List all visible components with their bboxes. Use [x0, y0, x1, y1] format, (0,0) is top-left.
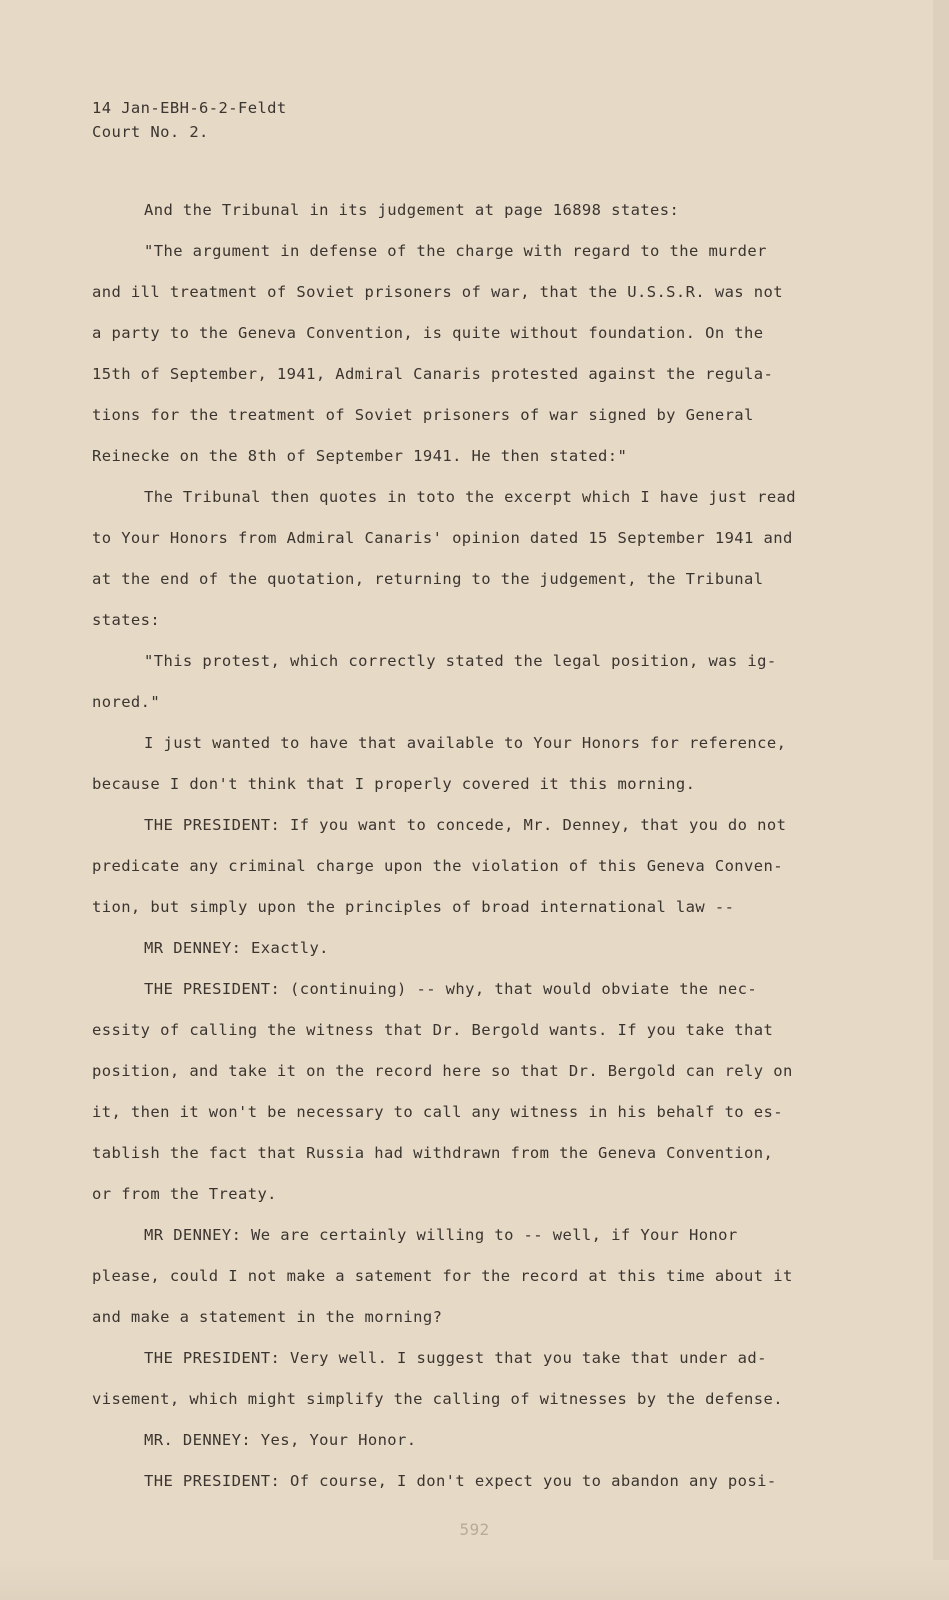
- transcript-line: THE PRESIDENT: Very well. I suggest that you take that under ad-: [144, 1349, 767, 1367]
- page-bottom-shade: [0, 1560, 949, 1600]
- transcript-line: THE PRESIDENT: Of course, I don't expect you to abandon any posi-: [144, 1472, 777, 1490]
- page-number: 592: [459, 1520, 490, 1539]
- transcript-line: tion, but simply upon the principles of broad international law --: [92, 898, 735, 916]
- transcript-line: tablish the fact that Russia had withdrawn from the Geneva Convention,: [92, 1144, 774, 1162]
- header-reference: 14 Jan-EBH-6-2-Feldt: [92, 99, 287, 117]
- transcript-line: THE PRESIDENT: (continuing) -- why, that would obviate the nec-: [144, 980, 758, 998]
- transcript-line: and ill treatment of Soviet prisoners of war, that the U.S.S.R. was not: [92, 283, 783, 301]
- transcript-line: tions for the treatment of Soviet prisoners of war signed by General: [92, 406, 754, 424]
- transcript-line: THE PRESIDENT: If you want to concede, Mr. Denney, that you do not: [144, 816, 787, 834]
- transcript-line: states:: [92, 611, 161, 629]
- transcript-line: please, could I not make a satement for the record at this time about it: [92, 1267, 793, 1285]
- transcript-line: because I don't think that I properly covered it this morning.: [92, 775, 696, 793]
- transcript-line: Reinecke on the 8th of September 1941. He then stated:": [92, 447, 628, 465]
- transcript-line: it, then it won't be necessary to call any witness in his behalf to es-: [92, 1103, 783, 1121]
- transcript-body: [92, 190, 832, 1502]
- transcript-line: MR DENNEY: We are certainly willing to -- well, if Your Honor: [144, 1226, 738, 1244]
- document-header: [92, 96, 287, 144]
- transcript-line: MR. DENNEY: Yes, Your Honor.: [144, 1431, 417, 1449]
- transcript-line: visement, which might simplify the calling of witnesses by the defense.: [92, 1390, 783, 1408]
- header-court: Court No. 2.: [92, 123, 209, 141]
- transcript-line: essity of calling the witness that Dr. Bergold wants. If you take that: [92, 1021, 774, 1039]
- transcript-line: MR DENNEY: Exactly.: [144, 939, 329, 957]
- transcript-line: to Your Honors from Admiral Canaris' opinion dated 15 September 1941 and: [92, 529, 793, 547]
- transcript-line: or from the Treaty.: [92, 1185, 277, 1203]
- transcript-line: at the end of the quotation, returning to the judgement, the Tribunal: [92, 570, 764, 588]
- transcript-line: And the Tribunal in its judgement at page 16898 states:: [144, 201, 680, 219]
- transcript-line: position, and take it on the record here so that Dr. Bergold can rely on: [92, 1062, 793, 1080]
- transcript-line: The Tribunal then quotes in toto the excerpt which I have just read: [144, 488, 797, 506]
- transcript-line: nored.": [92, 693, 161, 711]
- transcript-line: I just wanted to have that available to Your Honors for reference,: [144, 734, 787, 752]
- transcript-line: "This protest, which correctly stated the legal position, was ig-: [144, 652, 777, 670]
- transcript-line: predicate any criminal charge upon the violation of this Geneva Conven-: [92, 857, 783, 875]
- transcript-line: 15th of September, 1941, Admiral Canaris protested against the regula-: [92, 365, 774, 383]
- transcript-line: and make a statement in the morning?: [92, 1308, 443, 1326]
- transcript-line: "The argument in defense of the charge with regard to the murder: [144, 242, 767, 260]
- transcript-line: a party to the Geneva Convention, is quite without foundation. On the: [92, 324, 764, 342]
- page-edge-shadow: [933, 0, 949, 1600]
